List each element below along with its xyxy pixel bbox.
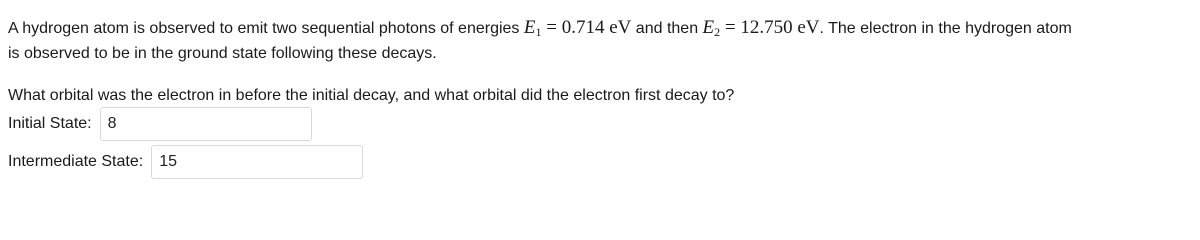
- e1-value: = 0.714 eV: [541, 17, 632, 38]
- problem-text-part1: A hydrogen atom is observed to emit two sequential photons of energies: [8, 20, 524, 37]
- problem-line-1: [8, 15, 1198, 41]
- initial-state-input[interactable]: [100, 107, 312, 141]
- e2-symbol: E: [702, 17, 715, 38]
- energy-e1: [524, 17, 631, 38]
- intermediate-state-row: [8, 145, 363, 179]
- e2-value: = 12.750 eV: [720, 17, 820, 38]
- initial-state-row: [8, 107, 312, 141]
- intermediate-state-label: Intermediate State:: [8, 153, 144, 170]
- e2-subscript: 2: [714, 25, 721, 39]
- question-text: What orbital was the electron in before the initial decay, and what orbital did the electron first decay to?: [8, 87, 735, 104]
- problem-text-part3: . The electron in the hydrogen atom: [819, 20, 1072, 37]
- initial-state-label: Initial State:: [8, 115, 92, 132]
- problem-line-2: is observed to be in the ground state following these decays.: [8, 45, 437, 62]
- intermediate-state-input[interactable]: [151, 145, 363, 179]
- energy-e2: [703, 17, 820, 38]
- problem-statement: [8, 15, 1198, 66]
- e1-subscript: 1: [535, 25, 542, 39]
- problem-text-part2: and then: [631, 20, 703, 37]
- e1-symbol: E: [523, 17, 536, 38]
